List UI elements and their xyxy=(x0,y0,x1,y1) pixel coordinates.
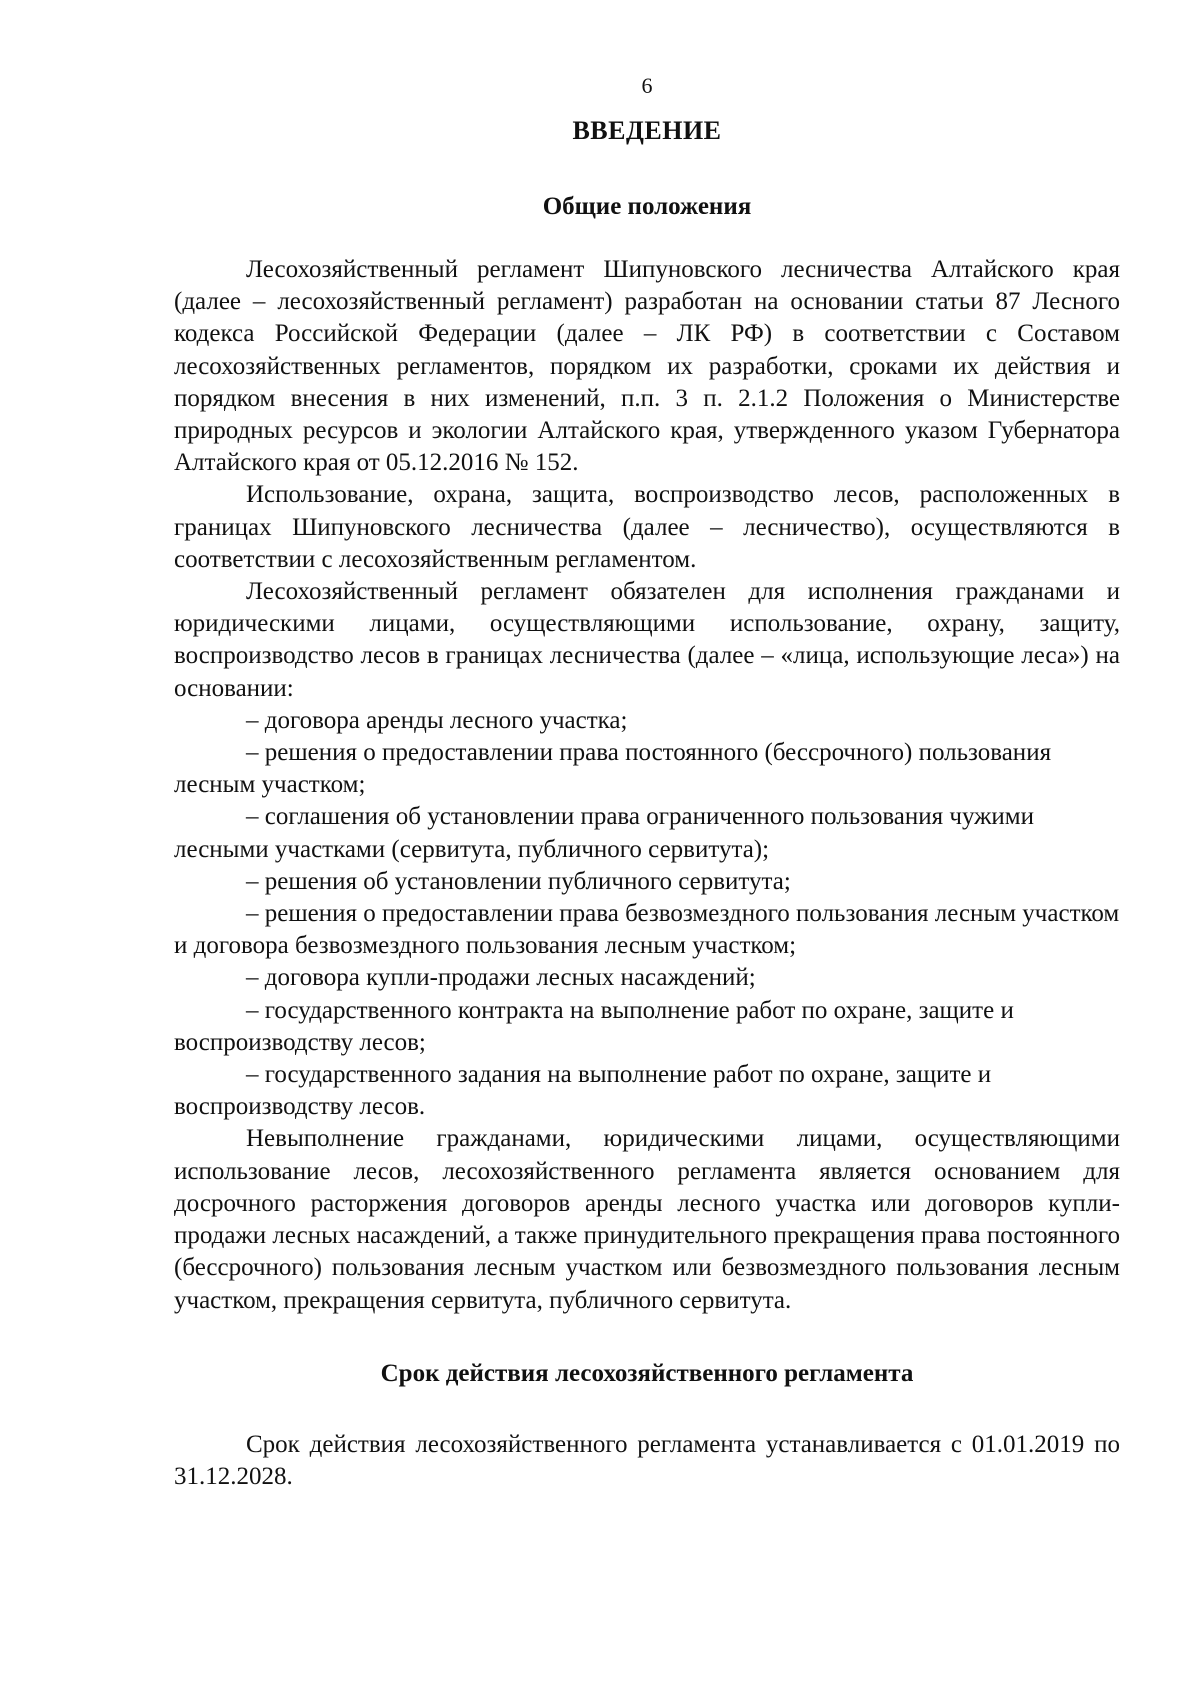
list-item: – договора аренды лесного участка; xyxy=(246,706,628,734)
paragraph-term: Срок действия лесохозяйственного регламента устанавливается с 01.01.2019 по 31.12.2028. xyxy=(174,1430,1120,1490)
page-number: 6 xyxy=(641,73,653,98)
section-body-term xyxy=(174,1429,1120,1493)
section-body-general xyxy=(174,254,1120,1317)
list-item: – договора купли-продажи лесных насаждений; xyxy=(246,964,756,992)
paragraph-obligation: Лесохозяйственный регламент обязателен для исполнения гражданами и юридическими лицами, осуществляющими использование, охрану, защиту, воспроизводство лесов в границах лесничества (далее – «лица, использующие леса») на основании: xyxy=(174,578,1120,702)
section-heading-general: Общие положения xyxy=(542,193,752,220)
document-page xyxy=(174,72,1120,1493)
list-item: – решения о предоставлении права постоянного (бессрочного) пользования лесным участком; xyxy=(174,739,1052,799)
section-heading-term: Срок действия лесохозяйственного регламента xyxy=(380,1359,914,1387)
paragraph-noncompliance: Невыполнение гражданами, юридическими лицами, осуществляющими использование лесов, лесохозяйственного регламента является основанием для досрочного расторжения договоров аренды лесного участка или договоров купли-продажи лесных насаждений, а также принудительного прекращения права постоянного (бессрочного) пользования лесным участком или безвозмездного пользования лесным участком, прекращения сервитута, публичного сервитута. xyxy=(174,1125,1120,1314)
paragraph-intro: Лесохозяйственный регламент Шипуновского лесничества Алтайского края (далее – лесохозяйственный регламент) разработан на основании статьи 87 Лесного кодекса Российской Федерации (далее – ЛК РФ) в соответствии с Составом лесохозяйственных регламентов, порядком их разработки, сроками их действия и порядком внесения в них изменений, п.п. 3 п. 2.1.2 Положения о Министерстве природных ресурсов и экологии Алтайского края, утвержденного указом Губернатора Алтайского края от 05.12.2016 № 152. xyxy=(174,256,1120,477)
list-item: – решения о предоставлении права безвозмездного пользования лесным участком и договора безвозмездного пользования лесным участком; xyxy=(174,900,1120,960)
list-item: – соглашения об установлении права ограниченного пользования чужими лесными участками (сервитута, публичного сервитута); xyxy=(174,803,1035,863)
paragraph-usage: Использование, охрана, защита, воспроизводство лесов, расположенных в границах Шипуновского лесничества (далее – лесничество), осуществляются в соответствии с лесохозяйственным регламентом. xyxy=(174,481,1120,573)
list-item: – государственного задания на выполнение работ по охране, защите и воспроизводству лесов. xyxy=(174,1061,992,1121)
list-item: – решения об установлении публичного сервитута; xyxy=(246,867,791,895)
document-title: ВВЕДЕНИЕ xyxy=(572,116,722,145)
list-item: – государственного контракта на выполнение работ по охране, защите и воспроизводству лесов; xyxy=(174,996,1014,1056)
